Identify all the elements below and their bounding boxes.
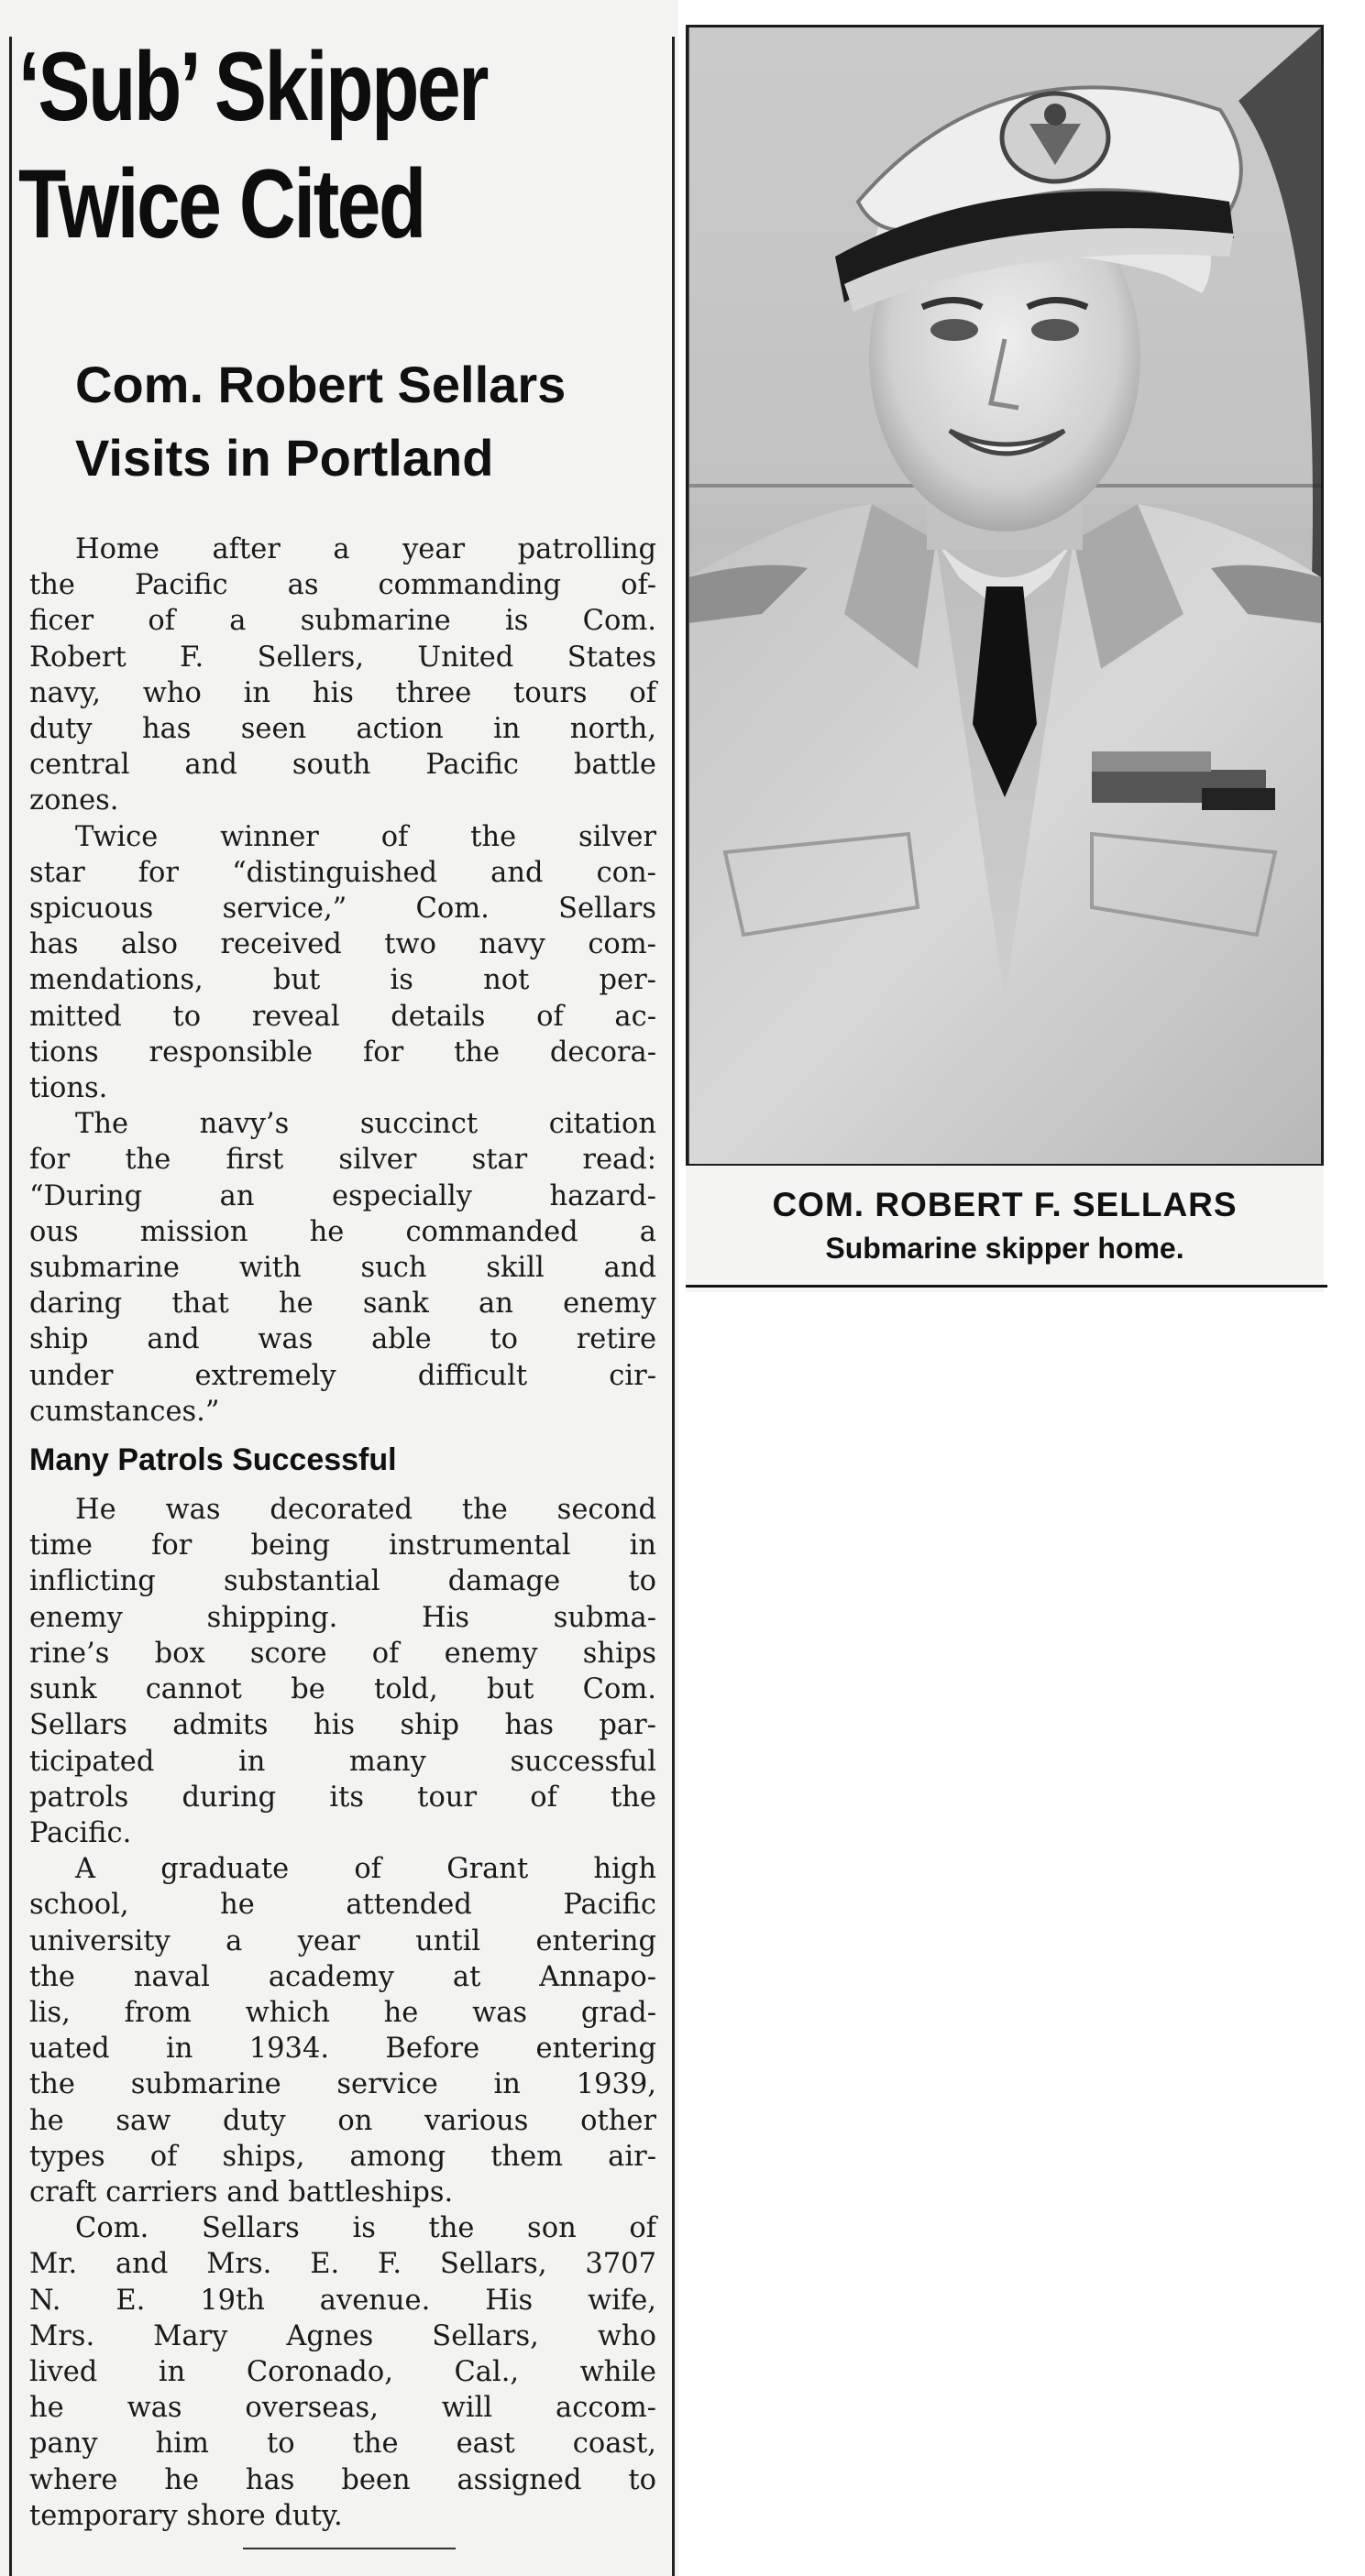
photo-caption (686, 1166, 1324, 1292)
paragraph-line: lived in Coronado, Cal., while (29, 2355, 656, 2388)
caption-rule (686, 1285, 1327, 1288)
column-rule-left (9, 37, 12, 2576)
paragraph-line: zones. (29, 784, 119, 817)
paragraph-line: the Pacific as commanding of- (29, 569, 656, 602)
paragraph-line: Twice winner of the silver (75, 820, 656, 853)
portrait-illustration (688, 27, 1321, 1164)
paragraph-line: mendations, but is not per- (29, 964, 656, 997)
paragraph-line: ous mission he commanded a (29, 1215, 656, 1248)
paragraph-line: Robert F. Sellers, United States (29, 641, 656, 674)
paragraph-line: has also received two navy com- (29, 928, 656, 961)
paragraph-line: submarine with such skill and (29, 1252, 656, 1285)
article-column (0, 0, 678, 2576)
paragraph-line: central and south Pacific battle (29, 749, 656, 782)
paragraph-line: craft carriers and battleships. (29, 2176, 454, 2209)
paragraph-line: Mr. and Mrs. E. F. Sellars, 3707 (29, 2248, 656, 2281)
paragraph-line: uated in 1934. Before entering (29, 2033, 656, 2066)
paragraph-line: The navy’s succinct citation (75, 1108, 656, 1141)
paragraph-line: “During an especially hazard- (29, 1179, 656, 1212)
paragraph-line: ficer of a submarine is Com. (29, 605, 656, 638)
caption-name: COM. ROBERT F. SELLARS (772, 1186, 1238, 1223)
paragraph-line: Sellars admits his ship has par- (29, 1709, 656, 1742)
paragraph-line: tions responsible for the decora- (29, 1036, 656, 1069)
subheadline-line-1: Com. Robert Sellars (75, 356, 567, 413)
subheadline-line-2: Visits in Portland (75, 429, 494, 487)
paragraph-line: school, he attended Pacific (29, 1889, 656, 1922)
paragraph-line: where he has been assigned to (29, 2463, 656, 2496)
paragraph-line: ticipated in many successful (29, 1745, 656, 1778)
paragraph-line: inflicting substantial damage to (29, 1565, 656, 1598)
paragraph (29, 532, 656, 819)
paragraph (29, 1851, 656, 2210)
headline-line-2: Twice Cited (18, 148, 424, 258)
caption-text: Submarine skipper home. (825, 1232, 1184, 1265)
paragraph-line: A graduate of Grant high (75, 1853, 656, 1886)
paragraph-line: N. E. 19th avenue. His wife, (29, 2284, 656, 2317)
paragraph-line: enemy shipping. His subma- (29, 1601, 656, 1634)
paragraph-line: star for “distinguished and con- (29, 856, 656, 889)
article-body-part-2 (29, 1492, 656, 2534)
paragraph-line: ship and was able to retire (29, 1323, 656, 1356)
paragraph-line: Mrs. Mary Agnes Sellars, who (29, 2319, 656, 2352)
subheadline (75, 348, 680, 495)
paragraph-line: navy, who in his three tours of (29, 676, 656, 709)
paragraph-line: he was overseas, will accom- (29, 2392, 656, 2425)
paragraph-line: for the first silver star read: (29, 1144, 656, 1177)
paragraph (29, 1492, 656, 1851)
paragraph-line: duty has seen action in north, (29, 713, 656, 746)
paragraph-line: lis, from which he was grad- (29, 1996, 656, 2029)
paragraph-line: sunk cannot be told, but Com. (29, 1673, 656, 1706)
paragraph-line: under extremely difficult cir- (29, 1359, 656, 1392)
paragraph-line: the submarine service in 1939, (29, 2068, 656, 2101)
section-heading: Many Patrols Successful (29, 1442, 397, 1478)
paragraph (29, 1106, 656, 1430)
headline-line-1: ‘Sub’ Skipper (18, 31, 488, 141)
paragraph-line: Home after a year patrolling (75, 533, 656, 565)
paragraph-line: the naval academy at Annapo- (29, 1960, 656, 1993)
paragraph-line: daring that he sank an enemy (29, 1288, 656, 1321)
paragraph-line: he saw duty on various other (29, 2104, 656, 2137)
paragraph-line: types of ships, among them air- (29, 2140, 656, 2173)
paragraph-line: time for being instrumental in (29, 1529, 656, 1562)
paragraph-line: spicuous service,” Com. Sellars (29, 893, 656, 926)
paragraph (29, 2210, 656, 2534)
paragraph-line: Pacific. (29, 1816, 132, 1849)
paragraph-line: patrols during its tour of the (29, 1781, 656, 1814)
paragraph-line: tions. (29, 1072, 108, 1105)
article-body-part-1 (29, 532, 656, 1430)
portrait-photo (686, 25, 1324, 1167)
paragraph-line: pany him to the east coast, (29, 2428, 656, 2461)
paragraph-line: cumstances.” (29, 1395, 220, 1428)
headline (18, 27, 532, 262)
paragraph-line: temporary shore duty. (29, 2499, 343, 2532)
paragraph-line: mitted to reveal details of ac- (29, 1000, 656, 1033)
article-body (29, 532, 656, 2534)
paragraph-line: Com. Sellars is the son of (75, 2212, 656, 2245)
paragraph (29, 819, 656, 1107)
paragraph-line: rine’s box score of enemy ships (29, 1637, 656, 1670)
paragraph-line: university a year until entering (29, 1924, 656, 1957)
paragraph-line: He was decorated the second (75, 1494, 656, 1527)
end-of-article-rule (243, 2548, 456, 2549)
